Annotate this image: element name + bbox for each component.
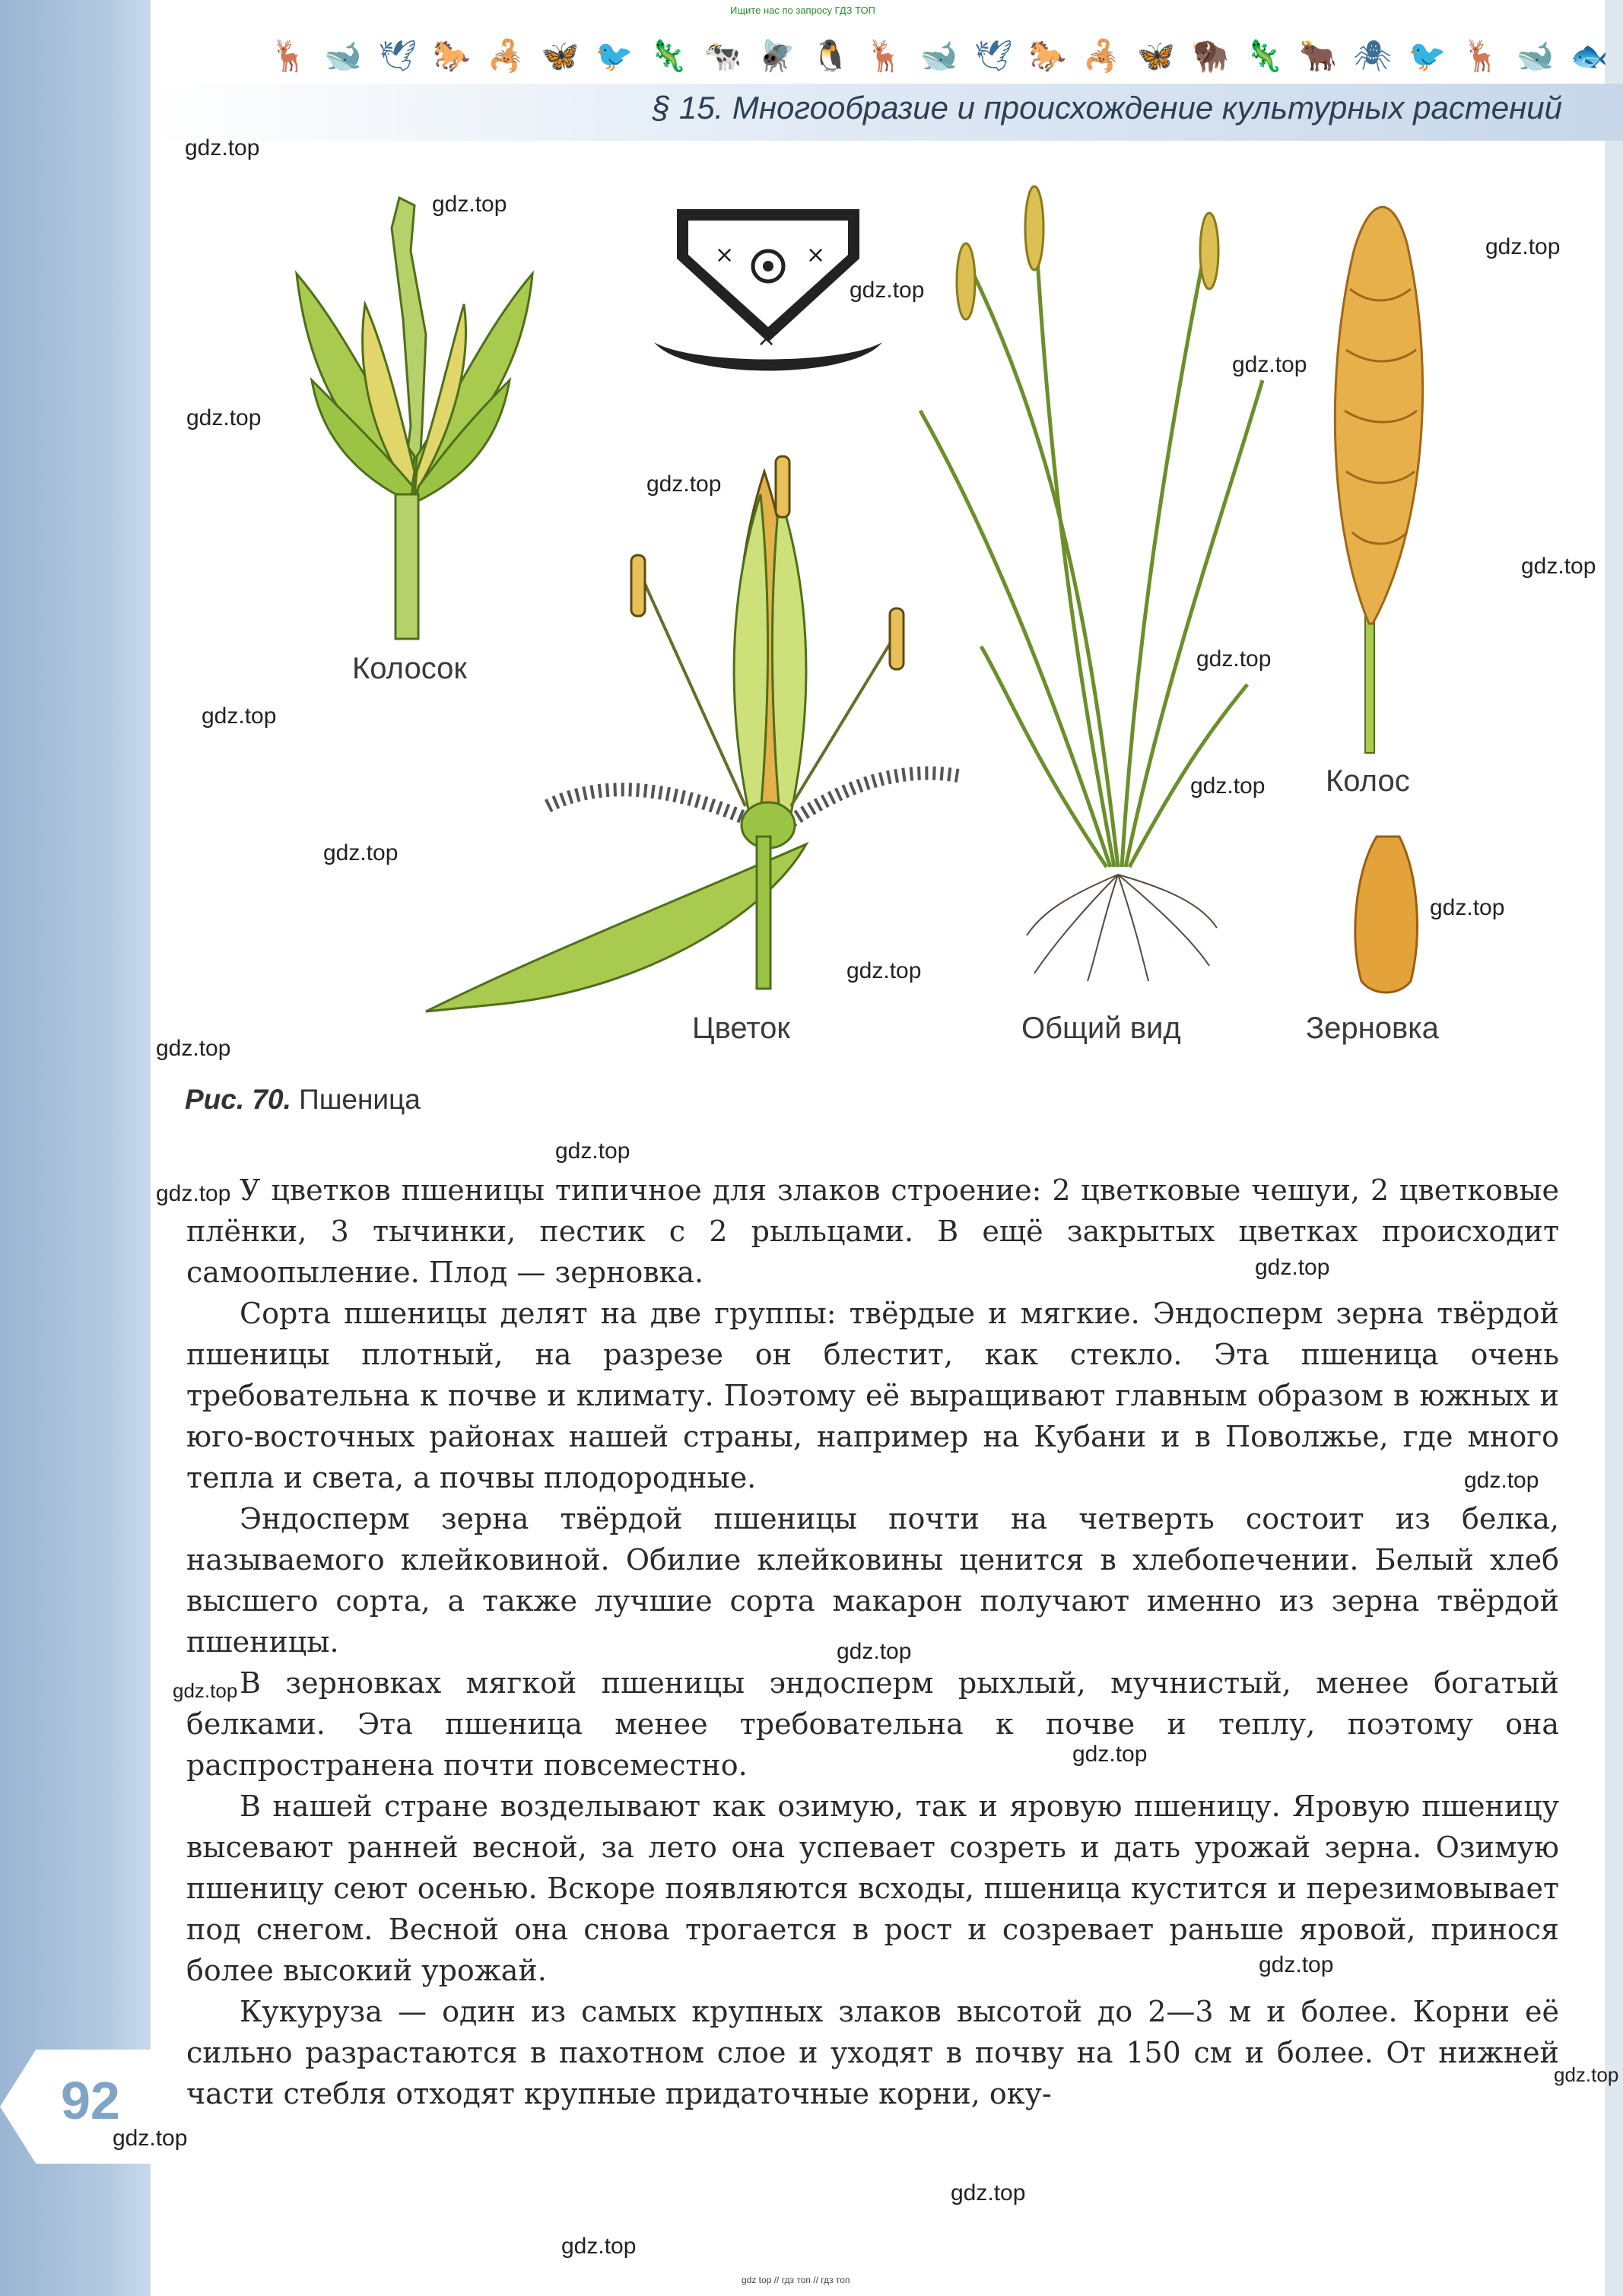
antelope-icon: 🦌 <box>865 40 904 73</box>
watermark: gdz.top <box>1430 895 1505 920</box>
watermark: gdz.top <box>156 1181 231 1206</box>
bird-icon: 🕊 <box>378 40 418 73</box>
paragraph: Кукуруза — один из самых крупных злаков высотой до 2—3 м и более. Корни её сильно разрастаются в пахотном слое и уходят в почву на 150 см и более. От нижней части стебля отходят крупные придаточные корни, оку- <box>186 1995 1559 2110</box>
ear-label: Колос <box>1326 764 1410 798</box>
spider-icon: 🕷 <box>1353 40 1393 73</box>
fish-icon: 🐟 <box>1570 40 1609 73</box>
whale-icon: 🐋 <box>1516 40 1555 73</box>
lizard-icon: 🦎 <box>649 40 688 73</box>
watermark: gdz.top <box>1072 1742 1148 1767</box>
fly-icon: 🪰 <box>758 40 796 73</box>
ear-illustration <box>1335 207 1422 753</box>
paragraph: Сорта пшеницы делят на две группы: твёрдые и мягкие. Эндосперм зерна твёрдой пшеницы плотный, на разрезе он блестит, как стекло. Эта пшеница очень требовательна к почве и климату. Поэтому её выращивают главным образом в южных и юго-восточных районах нашей страны, например на Кубани и в Поволжье, где много тепла и света, а почвы плодородные. <box>186 1297 1559 1494</box>
watermark: gdz.top <box>1255 1255 1330 1280</box>
lizard-icon: 🦎 <box>1245 40 1283 73</box>
watermark: gdz.top <box>432 192 507 217</box>
flower-label: Цветок <box>692 1011 790 1045</box>
svg-text:×: × <box>715 242 735 268</box>
watermark: gdz.top <box>555 1138 630 1164</box>
watermark: gdz.top <box>202 703 277 729</box>
general-view-label: Общий вид <box>1021 1011 1181 1045</box>
paragraph: В зерновках мягкой пшеницы эндосперм рыхлый, мучнистый, менее богатый белками. Эта пшеница менее требовательна к почве и теплу, поэтому она распространена почти повсеместно. <box>186 1666 1559 1782</box>
bottom-links: gdz top // гдз топ // гдз топ <box>742 2275 850 2285</box>
bison-icon: 🦬 <box>1191 40 1229 73</box>
right-edge-strip <box>1605 0 1623 2296</box>
figure-caption <box>185 1084 421 1116</box>
horse-icon: 🐎 <box>1028 40 1067 73</box>
figure-title: Пшеница <box>299 1084 421 1115</box>
general-view-illustration <box>920 186 1266 867</box>
grain-illustration <box>1355 837 1418 992</box>
watermark: gdz.top <box>951 2180 1026 2205</box>
antelope-icon: 🦌 <box>1462 40 1501 73</box>
butterfly-icon: 🦋 <box>1136 40 1175 73</box>
bird-icon: 🕊 <box>973 40 1013 73</box>
left-margin-band <box>0 0 151 2296</box>
section-title: § 15. Многообразие и происхождение культурных растений <box>652 90 1562 125</box>
flower-illustration <box>426 456 958 1011</box>
watermark: gdz.top <box>850 278 925 303</box>
butterfly-icon: 🦋 <box>541 40 580 73</box>
roots-illustration <box>1027 875 1217 981</box>
watermark: gdz.top <box>1554 2063 1619 2086</box>
bull-icon: 🐂 <box>1299 40 1338 73</box>
watermark: gdz.top <box>1196 646 1272 672</box>
whale-icon: 🐋 <box>324 40 362 73</box>
scorpion-icon: 🦂 <box>1082 40 1121 73</box>
spikelet-illustration <box>297 198 532 639</box>
watermark: gdz.top <box>846 958 922 983</box>
grain-label: Зерновка <box>1306 1011 1439 1045</box>
bird-icon: 🐦 <box>1408 40 1447 73</box>
scorpion-icon: 🦂 <box>487 40 526 73</box>
top-search-hint: Ищите нас по запросу ГДЗ ТОП <box>730 5 875 16</box>
page-number: 92 <box>61 2071 120 2130</box>
watermark: gdz.top <box>156 1036 231 1061</box>
svg-text:×: × <box>806 242 826 268</box>
watermark: gdz.top <box>1259 1952 1334 1977</box>
watermark: gdz.top <box>173 1679 238 1702</box>
watermark: gdz.top <box>837 1639 912 1664</box>
paragraph: У цветков пшеницы типичное для злаков строение: 2 цветковые чешуи, 2 цветковые плёнки, 3 тычинки, пестик с 2 рыльцами. В ещё закрытых цветках происходит самоопыление. Плод — зерновка. <box>186 1173 1559 1289</box>
spikelet-label: Колосок <box>352 652 467 685</box>
floral-diagram <box>654 209 882 371</box>
watermark: gdz.top <box>561 2234 637 2259</box>
watermark: gdz.top <box>1464 1468 1539 1493</box>
horse-icon: 🐎 <box>433 40 472 73</box>
cow-icon: 🐄 <box>703 40 742 73</box>
watermark: gdz.top <box>185 135 260 160</box>
watermark: gdz.top <box>1190 773 1266 799</box>
watermark: gdz.top <box>646 472 722 497</box>
bird-icon: 🐧 <box>812 40 850 73</box>
watermark: gdz.top <box>1485 234 1561 259</box>
paragraph: Эндосперм зерна твёрдой пшеницы почти на четверть состоит из белка, называемого клейковиной. Обилие клейковины ценится в хлебопечении. Белый хлеб высшего сорта, а также лучшие сорта макарон получают именно из зерна твёрдой пшеницы. <box>186 1502 1559 1659</box>
bird-icon: 🐦 <box>595 40 634 73</box>
watermark: gdz.top <box>186 405 262 430</box>
watermark: gdz.top <box>323 840 399 865</box>
antelope-icon: 🦌 <box>270 40 308 73</box>
paragraph: В нашей стране возделывают как озимую, так и яровую пшеницу. Яровую пшеницу высевают ранней весной, за лето она успевает созреть и дать урожай зерна. Озимую пшеницу сеют осенью. Вскоре появляются всходы, пшеница кустится и перезимовывает под снегом. Весной она снова трогается в рост и созревает раньше яровой, принося более высокий урожай. <box>186 1789 1559 1987</box>
watermark: gdz.top <box>1521 554 1596 579</box>
svg-text:×: × <box>757 326 777 352</box>
watermark: gdz.top <box>113 2126 188 2151</box>
whale-icon: 🐋 <box>919 40 958 73</box>
watermark: gdz.top <box>1232 352 1307 377</box>
animal-icon-strip <box>270 33 1609 79</box>
figure-number: Рис. 70. <box>185 1084 291 1115</box>
